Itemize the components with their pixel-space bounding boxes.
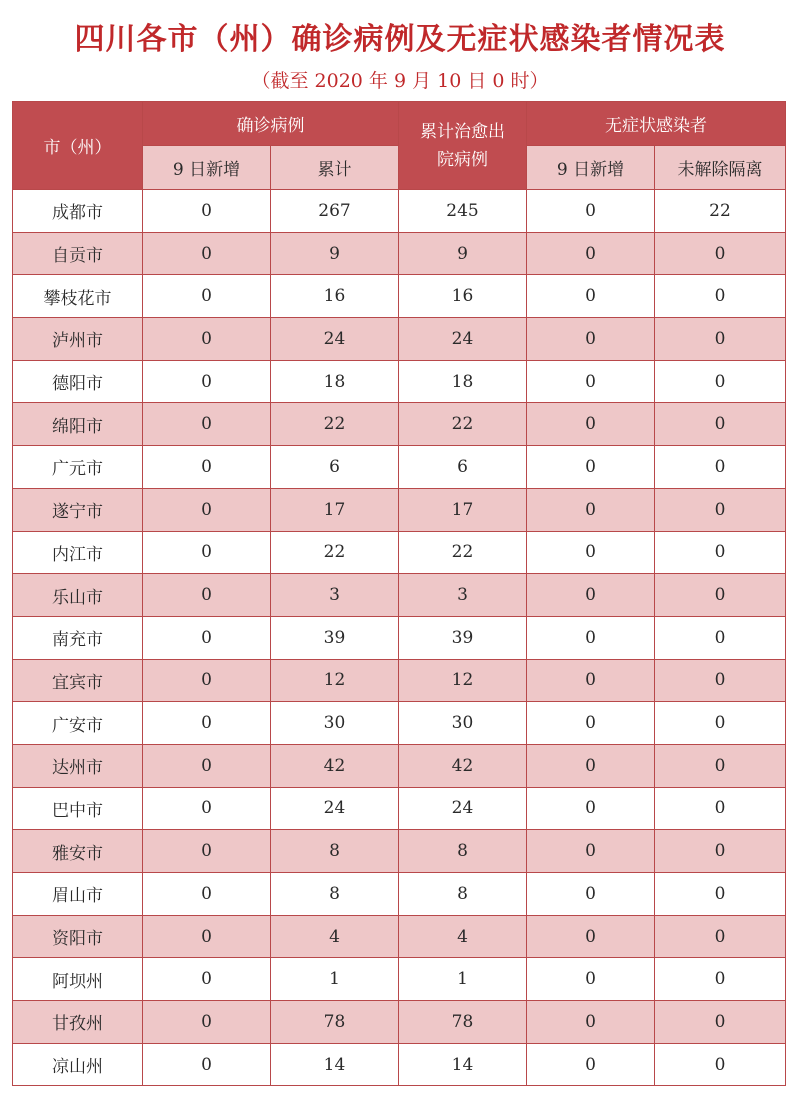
cell-city: 内江市 <box>13 531 143 574</box>
cell-city: 遂宁市 <box>13 488 143 531</box>
cell-total-confirmed: 24 <box>271 787 399 830</box>
table-row <box>13 830 786 873</box>
cell-city: 阿坝州 <box>13 958 143 1001</box>
cell-total-confirmed: 8 <box>271 830 399 873</box>
cell-cured: 24 <box>399 318 527 361</box>
cell-new-asym: 0 <box>527 1043 655 1086</box>
page-subtitle: （截至 2020 年 9 月 10 日 0 时） <box>251 70 549 92</box>
cell-total-confirmed: 30 <box>271 702 399 745</box>
header-cured <box>399 102 527 190</box>
header-new-asym: 9 日新增 <box>527 146 655 190</box>
cell-cured: 3 <box>399 574 527 617</box>
table-row <box>13 915 786 958</box>
cell-city: 眉山市 <box>13 873 143 916</box>
cell-not-released: 0 <box>655 659 786 702</box>
cell-new-confirmed: 0 <box>143 275 271 318</box>
cell-not-released: 0 <box>655 574 786 617</box>
cell-new-asym: 0 <box>527 488 655 531</box>
cell-city: 广元市 <box>13 446 143 489</box>
table-row <box>13 1043 786 1086</box>
cell-new-asym: 0 <box>527 616 655 659</box>
table-row <box>13 318 786 361</box>
cell-cured: 1 <box>399 958 527 1001</box>
cell-total-confirmed: 9 <box>271 232 399 275</box>
table-row <box>13 659 786 702</box>
cell-city: 德阳市 <box>13 360 143 403</box>
cell-new-asym: 0 <box>527 659 655 702</box>
cell-total-confirmed: 22 <box>271 531 399 574</box>
table-row <box>13 702 786 745</box>
cell-not-released: 0 <box>655 403 786 446</box>
cell-cured: 17 <box>399 488 527 531</box>
table-row <box>13 616 786 659</box>
cell-new-confirmed: 0 <box>143 830 271 873</box>
cell-cured: 24 <box>399 787 527 830</box>
cell-new-asym: 0 <box>527 190 655 233</box>
header-city: 市（州） <box>13 102 143 190</box>
cell-cured: 39 <box>399 616 527 659</box>
cases-table <box>12 101 786 1086</box>
cell-cured: 16 <box>399 275 527 318</box>
cell-new-asym: 0 <box>527 744 655 787</box>
page-title: 四川各市（州）确诊病例及无症状感染者情况表 <box>74 22 726 57</box>
cell-city: 自贡市 <box>13 232 143 275</box>
cell-not-released: 0 <box>655 702 786 745</box>
cell-city: 巴中市 <box>13 787 143 830</box>
cell-cured: 245 <box>399 190 527 233</box>
header-new-confirmed: 9 日新增 <box>143 146 271 190</box>
cell-total-confirmed: 1 <box>271 958 399 1001</box>
cell-new-confirmed: 0 <box>143 659 271 702</box>
header-total-confirmed: 累计 <box>271 146 399 190</box>
table-header <box>13 102 786 190</box>
cell-new-confirmed: 0 <box>143 1043 271 1086</box>
cell-cured: 30 <box>399 702 527 745</box>
cell-total-confirmed: 267 <box>271 190 399 233</box>
cell-not-released: 0 <box>655 360 786 403</box>
table-row <box>13 574 786 617</box>
cell-cured: 14 <box>399 1043 527 1086</box>
cell-new-asym: 0 <box>527 318 655 361</box>
cell-new-asym: 0 <box>527 1001 655 1044</box>
table-row <box>13 958 786 1001</box>
table-row <box>13 488 786 531</box>
cell-not-released: 0 <box>655 446 786 489</box>
cell-not-released: 0 <box>655 787 786 830</box>
cell-cured: 8 <box>399 830 527 873</box>
cell-city: 泸州市 <box>13 318 143 361</box>
cell-total-confirmed: 6 <box>271 446 399 489</box>
cell-city: 绵阳市 <box>13 403 143 446</box>
cell-new-confirmed: 0 <box>143 446 271 489</box>
cell-not-released: 0 <box>655 232 786 275</box>
cell-new-confirmed: 0 <box>143 702 271 745</box>
cell-not-released: 0 <box>655 318 786 361</box>
cell-city: 达州市 <box>13 744 143 787</box>
cell-city: 凉山州 <box>13 1043 143 1086</box>
cell-cured: 9 <box>399 232 527 275</box>
cell-not-released: 0 <box>655 744 786 787</box>
cell-cured: 18 <box>399 360 527 403</box>
cell-new-asym: 0 <box>527 873 655 916</box>
cell-not-released: 0 <box>655 915 786 958</box>
cell-new-asym: 0 <box>527 574 655 617</box>
cell-total-confirmed: 39 <box>271 616 399 659</box>
cell-new-confirmed: 0 <box>143 232 271 275</box>
cell-cured: 22 <box>399 403 527 446</box>
cell-new-asym: 0 <box>527 531 655 574</box>
cell-city: 广安市 <box>13 702 143 745</box>
cell-total-confirmed: 16 <box>271 275 399 318</box>
cell-total-confirmed: 3 <box>271 574 399 617</box>
header-not-released: 未解除隔离 <box>655 146 786 190</box>
cell-not-released: 0 <box>655 488 786 531</box>
cell-cured: 4 <box>399 915 527 958</box>
table-row <box>13 873 786 916</box>
cell-total-confirmed: 8 <box>271 873 399 916</box>
cell-new-asym: 0 <box>527 446 655 489</box>
cell-city: 甘孜州 <box>13 1001 143 1044</box>
cell-new-confirmed: 0 <box>143 531 271 574</box>
table-row <box>13 275 786 318</box>
cell-new-asym: 0 <box>527 232 655 275</box>
cell-new-confirmed: 0 <box>143 873 271 916</box>
cell-new-asym: 0 <box>527 702 655 745</box>
cell-new-asym: 0 <box>527 275 655 318</box>
cell-new-confirmed: 0 <box>143 1001 271 1044</box>
cell-total-confirmed: 78 <box>271 1001 399 1044</box>
table-row <box>13 531 786 574</box>
header-asymptomatic: 无症状感染者 <box>527 102 786 146</box>
cell-new-asym: 0 <box>527 403 655 446</box>
cell-not-released: 0 <box>655 531 786 574</box>
cell-cured: 8 <box>399 873 527 916</box>
cell-new-confirmed: 0 <box>143 488 271 531</box>
table-row <box>13 446 786 489</box>
cell-new-asym: 0 <box>527 958 655 1001</box>
cell-cured: 12 <box>399 659 527 702</box>
cell-total-confirmed: 4 <box>271 915 399 958</box>
table-body <box>13 190 786 1086</box>
cell-new-asym: 0 <box>527 830 655 873</box>
cell-cured: 42 <box>399 744 527 787</box>
cell-city: 宜宾市 <box>13 659 143 702</box>
cell-not-released: 0 <box>655 1043 786 1086</box>
cell-city: 成都市 <box>13 190 143 233</box>
cell-not-released: 0 <box>655 830 786 873</box>
cell-not-released: 0 <box>655 1001 786 1044</box>
cell-new-asym: 0 <box>527 915 655 958</box>
cell-new-confirmed: 0 <box>143 958 271 1001</box>
cell-city: 乐山市 <box>13 574 143 617</box>
cell-new-confirmed: 0 <box>143 787 271 830</box>
cell-not-released: 0 <box>655 275 786 318</box>
cell-new-confirmed: 0 <box>143 318 271 361</box>
cell-city: 资阳市 <box>13 915 143 958</box>
cell-total-confirmed: 42 <box>271 744 399 787</box>
cell-new-asym: 0 <box>527 787 655 830</box>
cell-total-confirmed: 17 <box>271 488 399 531</box>
cell-cured: 22 <box>399 531 527 574</box>
table-row <box>13 744 786 787</box>
table-row <box>13 190 786 233</box>
table-row <box>13 787 786 830</box>
table-row <box>13 232 786 275</box>
cell-cured: 78 <box>399 1001 527 1044</box>
cell-new-confirmed: 0 <box>143 403 271 446</box>
cell-total-confirmed: 14 <box>271 1043 399 1086</box>
cell-total-confirmed: 22 <box>271 403 399 446</box>
cell-city: 攀枝花市 <box>13 275 143 318</box>
cell-total-confirmed: 12 <box>271 659 399 702</box>
table-row <box>13 403 786 446</box>
cell-new-asym: 0 <box>527 360 655 403</box>
table-row <box>13 1001 786 1044</box>
cell-not-released: 0 <box>655 873 786 916</box>
cell-new-confirmed: 0 <box>143 744 271 787</box>
cell-new-confirmed: 0 <box>143 360 271 403</box>
cell-cured: 6 <box>399 446 527 489</box>
cell-new-confirmed: 0 <box>143 616 271 659</box>
header-cured-label: 累计治愈出院病例 <box>420 121 505 170</box>
cell-total-confirmed: 24 <box>271 318 399 361</box>
cell-city: 雅安市 <box>13 830 143 873</box>
cell-not-released: 0 <box>655 616 786 659</box>
header-confirmed: 确诊病例 <box>143 102 399 146</box>
cell-new-confirmed: 0 <box>143 915 271 958</box>
cell-city: 南充市 <box>13 616 143 659</box>
cell-not-released: 0 <box>655 958 786 1001</box>
cell-new-confirmed: 0 <box>143 574 271 617</box>
cell-not-released: 22 <box>655 190 786 233</box>
cell-new-confirmed: 0 <box>143 190 271 233</box>
cell-total-confirmed: 18 <box>271 360 399 403</box>
table-row <box>13 360 786 403</box>
